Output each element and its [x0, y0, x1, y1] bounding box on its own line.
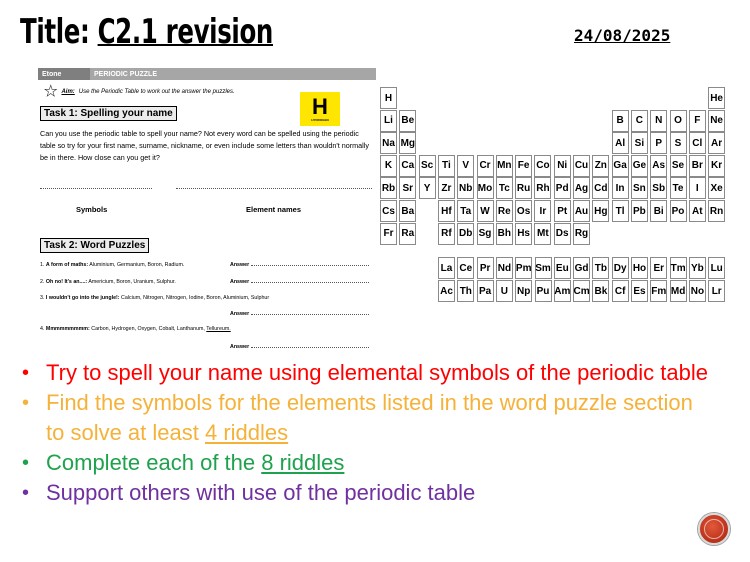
element-symbol: As [652, 160, 666, 172]
element-symbol: Nd [497, 262, 512, 274]
element-cell-cu [573, 155, 590, 177]
element-symbol: Al [615, 137, 626, 149]
element-cell-cf [612, 280, 629, 302]
symbols-line [40, 188, 152, 189]
element-symbol: Ta [460, 205, 472, 217]
worksheet-title: PERIODIC PUZZLE [94, 70, 158, 78]
element-symbol: Cr [479, 160, 491, 172]
element-symbol: Ar [711, 137, 723, 149]
worksheet [38, 68, 376, 353]
element-cell-pt [554, 200, 571, 222]
element-symbol: Ru [516, 182, 531, 194]
answer-line [251, 282, 369, 283]
element-cell-ac [438, 280, 455, 302]
element-symbol: Db [459, 228, 473, 240]
element-symbol: Gd [574, 262, 589, 274]
element-cell-au [573, 200, 590, 222]
element-symbol: At [692, 205, 703, 217]
element-cell-ni [554, 155, 571, 177]
element-symbol: Pt [557, 205, 568, 217]
element-symbol: B [616, 115, 624, 127]
slide-nav-button[interactable] [698, 513, 730, 545]
element-symbol: Ge [632, 160, 647, 172]
element-symbol: Bk [594, 285, 608, 297]
element-cell-ru [515, 177, 532, 199]
element-cell-tl [612, 200, 629, 222]
element-symbol: Hs [517, 228, 530, 240]
element-symbol: Pm [515, 262, 532, 274]
element-cell-nb [457, 177, 474, 199]
element-symbol: I [695, 182, 699, 194]
element-symbol: Zr [441, 182, 452, 194]
element-symbol: Fe [517, 160, 530, 172]
element-cell-b [612, 110, 629, 132]
question-lead: Mmmmmmmmm: [45, 326, 90, 332]
title-prefix: Title: [20, 12, 98, 52]
element-cell-cl [689, 132, 706, 154]
element-cell-w [477, 200, 494, 222]
element-cell-k [380, 155, 397, 177]
element-symbol: Th [459, 285, 472, 297]
element-cell-o [670, 110, 687, 132]
objective-text: Support others with use of the periodic table [46, 480, 476, 505]
element-cell-ca [399, 155, 416, 177]
element-symbol: Ni [557, 160, 568, 172]
element-cell-be [399, 110, 416, 132]
element-cell-pb [631, 200, 648, 222]
element-cell-re [496, 200, 513, 222]
objective-text: Find the symbols for the elements listed in the word puzzle section to solve at least [46, 390, 693, 445]
element-symbol: Ce [459, 262, 473, 274]
element-symbol: Sr [402, 182, 414, 194]
element-cell-po [670, 200, 687, 222]
question-3 [40, 295, 269, 301]
element-cell-pd [554, 177, 571, 199]
element-symbol: Ca [401, 160, 415, 172]
element-symbol: Pb [633, 205, 646, 217]
element-cell-rb [380, 177, 397, 199]
question-1 [40, 262, 184, 268]
element-symbol: Ir [539, 205, 547, 217]
element-symbol: Ti [442, 160, 451, 172]
element-cell-mn [496, 155, 513, 177]
symbols-label: Symbols [76, 205, 108, 214]
element-symbol: Cl [692, 137, 703, 149]
element-cell-he [708, 87, 725, 109]
element-symbol: Se [671, 160, 685, 172]
element-cell-fe [515, 155, 532, 177]
element-symbol: H [384, 92, 393, 104]
nav-ring-icon [704, 519, 724, 539]
element-cell-bi [650, 200, 667, 222]
element-symbol: Au [574, 205, 589, 217]
hydrogen-symbol: H [312, 94, 328, 119]
element-symbol: Md [670, 285, 686, 297]
title-text: C2.1 revision [97, 12, 273, 52]
element-cell-al [612, 132, 629, 154]
element-cell-sm [535, 257, 552, 279]
question-lead: I wouldn't go into the jungle!: [45, 295, 120, 301]
element-cell-mg [399, 132, 416, 154]
element-cell-in [612, 177, 629, 199]
element-symbol: Os [516, 205, 531, 217]
element-cell-md [670, 280, 687, 302]
element-cell-br [689, 155, 706, 177]
task1-heading: Task 1: Spelling your name [40, 106, 177, 121]
element-cell-hs [515, 223, 532, 245]
element-cell-lr [708, 280, 725, 302]
hydrogen-name: HYDROGEN [311, 118, 329, 122]
element-cell-sb [650, 177, 667, 199]
question-number: 1. [40, 262, 45, 268]
question-text: Aluminium, Germanium, Boron, Radium. [88, 262, 185, 268]
element-symbol: F [694, 115, 701, 127]
question-text: Carbon, Hydrogen, Oxygen, Cobalt, Lanthanum, [89, 326, 207, 332]
answer-2 [230, 279, 369, 285]
element-symbol: Sc [420, 160, 434, 172]
element-cell-i [689, 177, 706, 199]
element-symbol: Ra [401, 228, 415, 240]
objective-underlined: 8 riddles [261, 450, 345, 475]
question-text: Calcium, Nitrogen, Nitrogen, Iodine, Boron, Aluminium, Sulphur [119, 295, 270, 301]
element-symbol: Rg [574, 228, 589, 240]
answer-line [251, 314, 369, 315]
element-symbol: Nb [459, 182, 473, 194]
element-cell-y [419, 177, 436, 199]
question-2 [40, 279, 176, 285]
aim-row [44, 84, 235, 99]
element-cell-ag [573, 177, 590, 199]
element-cell-c [631, 110, 648, 132]
element-cell-pr [477, 257, 494, 279]
element-cell-th [457, 280, 474, 302]
element-symbol: La [440, 262, 453, 274]
objective-2 [22, 388, 712, 448]
element-cell-es [631, 280, 648, 302]
element-symbol: Fm [651, 285, 667, 297]
element-cell-sr [399, 177, 416, 199]
element-symbol: Ga [613, 160, 627, 172]
element-symbol: K [384, 160, 393, 172]
element-cell-xe [708, 177, 725, 199]
element-symbol: Fr [383, 228, 394, 240]
element-symbol: Si [634, 137, 645, 149]
element-symbol: Y [423, 182, 431, 194]
answer-label: Answer [230, 344, 250, 350]
element-cell-ne [708, 110, 725, 132]
element-cell-hf [438, 200, 455, 222]
objective-text: Complete each of the [46, 450, 262, 475]
element-cell-dy [612, 257, 629, 279]
element-cell-at [689, 200, 706, 222]
element-cell-pm [515, 257, 532, 279]
element-symbol: Mn [497, 160, 512, 172]
element-cell-rh [534, 177, 551, 199]
element-cell-zn [592, 155, 609, 177]
element-symbol: Eu [555, 262, 569, 274]
element-symbol: Sn [633, 182, 646, 194]
answer-label: Answer [230, 311, 250, 317]
element-cell-ti [438, 155, 455, 177]
element-cell-cd [592, 177, 609, 199]
element-symbol: Pr [479, 262, 491, 274]
element-symbol: Ag [574, 182, 589, 194]
element-cell-co [534, 155, 551, 177]
question-text: Americium, Boron, Uranium, Sulphur. [87, 279, 176, 285]
element-cell-lu [708, 257, 725, 279]
element-cell-rg [573, 223, 590, 245]
element-cell-u [496, 280, 513, 302]
slide-date: 24/08/2025 [574, 26, 671, 45]
element-cell-si [631, 132, 648, 154]
element-symbol: Pd [555, 182, 569, 194]
element-cell-rn [708, 200, 725, 222]
element-symbol: S [674, 137, 682, 149]
element-symbol: In [615, 182, 625, 194]
element-symbol: He [710, 92, 723, 104]
worksheet-org: Etone [38, 68, 90, 80]
element-symbol: Bh [497, 228, 511, 240]
element-cell-cm [573, 280, 590, 302]
element-cell-pu [535, 280, 552, 302]
element-cell-ta [457, 200, 474, 222]
element-symbol: Lr [711, 285, 722, 297]
element-symbol: Mo [477, 182, 493, 194]
element-symbol: Mg [400, 137, 416, 149]
answer-1 [230, 262, 369, 268]
element-cell-te [670, 177, 687, 199]
element-symbol: Cu [574, 160, 589, 172]
element-symbol: Er [653, 262, 665, 274]
element-symbol: Cf [614, 285, 626, 297]
element-cell-p [650, 132, 667, 154]
answer-line [251, 265, 369, 266]
answer-label: Answer [230, 279, 250, 285]
element-cell-cr [477, 155, 494, 177]
element-symbol: Be [401, 115, 415, 127]
element-cell-kr [708, 155, 725, 177]
element-cell-mt [534, 223, 551, 245]
element-symbol: Cd [594, 182, 608, 194]
element-symbol: Tm [670, 262, 686, 274]
element-cell-n [650, 110, 667, 132]
element-symbol: Ba [401, 205, 415, 217]
element-cell-mo [477, 177, 494, 199]
element-symbol: Kr [711, 160, 723, 172]
element-symbol: Rf [441, 228, 452, 240]
objective-4 [22, 478, 712, 508]
element-cell-bh [496, 223, 513, 245]
element-symbol: Yb [691, 262, 704, 274]
element-symbol: Re [497, 205, 511, 217]
element-symbol: V [462, 160, 470, 172]
element-cell-hg [592, 200, 609, 222]
element-cell-am [554, 280, 571, 302]
element-symbol: Rn [709, 205, 724, 217]
element-symbol: Br [691, 160, 703, 172]
element-cell-se [670, 155, 687, 177]
element-symbol: Am [554, 285, 571, 297]
element-symbol: Te [672, 182, 684, 194]
element-symbol: Hg [594, 205, 608, 217]
objective-3 [22, 448, 712, 478]
hydrogen-tile [300, 92, 340, 126]
objectives-list [22, 358, 712, 508]
element-cell-ds [554, 223, 571, 245]
element-cell-cs [380, 200, 397, 222]
task2-heading: Task 2: Word Puzzles [40, 238, 149, 253]
element-symbol: Lu [710, 262, 723, 274]
element-cell-er [650, 257, 667, 279]
answer-line [251, 347, 369, 348]
question-number: 4. [40, 326, 45, 332]
element-cell-ga [612, 155, 629, 177]
element-cell-bk [592, 280, 609, 302]
element-symbol: Es [633, 285, 646, 297]
element-cell-na [380, 132, 397, 154]
element-names-label: Element names [246, 205, 302, 214]
element-symbol: No [690, 285, 705, 297]
element-cell-nd [496, 257, 513, 279]
element-symbol: Mt [537, 228, 549, 240]
element-symbol: Rb [381, 182, 396, 194]
element-symbol: Tc [498, 182, 510, 194]
element-cell-f [689, 110, 706, 132]
aim-text: Use the Periodic Table to work out the answer the puzzles. [78, 88, 235, 95]
element-symbol: Co [536, 160, 550, 172]
element-cell-fm [650, 280, 667, 302]
element-symbol: N [655, 115, 663, 127]
element-symbol: Np [517, 285, 531, 297]
element-cell-ce [457, 257, 474, 279]
element-cell-db [457, 223, 474, 245]
element-symbol: Na [382, 137, 395, 149]
element-cell-s [670, 132, 687, 154]
question-4 [40, 326, 231, 332]
element-cell-sg [477, 223, 494, 245]
element-cell-rf [438, 223, 455, 245]
element-symbol: P [655, 137, 663, 149]
element-cell-ge [631, 155, 648, 177]
answer-label: Answer [230, 262, 250, 268]
element-cell-no [689, 280, 706, 302]
objective-text: Try to spell your name using elemental symbols of the periodic table [46, 360, 708, 385]
element-cell-pa [477, 280, 494, 302]
element-cell-eu [554, 257, 571, 279]
element-cell-tc [496, 177, 513, 199]
element-symbol: Ne [710, 115, 723, 127]
element-cell-os [515, 200, 532, 222]
element-cell-gd [573, 257, 590, 279]
element-cell-ra [399, 223, 416, 245]
element-cell-yb [689, 257, 706, 279]
objective-underlined: 4 riddles [204, 420, 289, 445]
element-cell-tb [592, 257, 609, 279]
star-icon: ★ [44, 83, 58, 100]
element-cell-ba [399, 200, 416, 222]
element-cell-sc [419, 155, 436, 177]
aim-label: Aim: [61, 88, 75, 95]
element-cell-li [380, 110, 397, 132]
element-cell-ir [534, 200, 551, 222]
element-cell-as [650, 155, 667, 177]
element-symbol: Pu [536, 285, 550, 297]
element-symbol: Li [384, 115, 393, 127]
element-symbol: Tb [594, 262, 607, 274]
task1-text: Can you use the periodic table to spell your name? Not every word can be spelled using the periodic table so try for your first name, surname, nickname, or even include some letters than wouldn't normally be in there. How close can you get it? [40, 129, 369, 162]
slide-title [20, 12, 273, 52]
element-symbol: Po [671, 205, 685, 217]
element-symbol: Pa [478, 285, 492, 297]
element-symbol: Sm [535, 262, 551, 274]
question-number: 2. [40, 279, 45, 285]
element-cell-ar [708, 132, 725, 154]
element-cell-fr [380, 223, 397, 245]
question-number: 3. [40, 295, 45, 301]
answer-3 [230, 311, 369, 317]
element-cell-la [438, 257, 455, 279]
element-symbol: Sb [652, 182, 666, 194]
element-cell-ho [631, 257, 648, 279]
element-symbol: W [480, 205, 490, 217]
element-cell-v [457, 155, 474, 177]
element-names-line [176, 188, 372, 189]
element-cell-zr [438, 177, 455, 199]
element-cell-np [515, 280, 532, 302]
question-lead: Oh no! It's an....: [45, 279, 88, 285]
element-symbol: C [635, 115, 643, 127]
element-symbol: U [500, 285, 508, 297]
element-symbol: Xe [710, 182, 723, 194]
element-symbol: Bi [653, 205, 664, 217]
objective-1 [22, 358, 712, 388]
element-symbol: Tl [615, 205, 625, 217]
element-cell-tm [670, 257, 687, 279]
worksheet-header [38, 68, 376, 80]
element-symbol: Zn [594, 160, 607, 172]
element-symbol: Ds [555, 228, 569, 240]
question-lead: A form of maths: [45, 262, 89, 268]
element-symbol: Sg [478, 228, 492, 240]
element-symbol: Dy [613, 262, 627, 274]
element-symbol: Cm [573, 285, 590, 297]
element-cell-sn [631, 177, 648, 199]
element-symbol: Hf [441, 205, 452, 217]
element-cell-h [380, 87, 397, 109]
element-symbol: O [674, 115, 682, 127]
question-underlined: Tellureum. [206, 326, 231, 332]
element-symbol: Rh [536, 182, 550, 194]
element-symbol: Cs [382, 205, 395, 217]
answer-4 [230, 344, 369, 350]
element-symbol: Ac [440, 285, 453, 297]
element-symbol: Ho [632, 262, 647, 274]
